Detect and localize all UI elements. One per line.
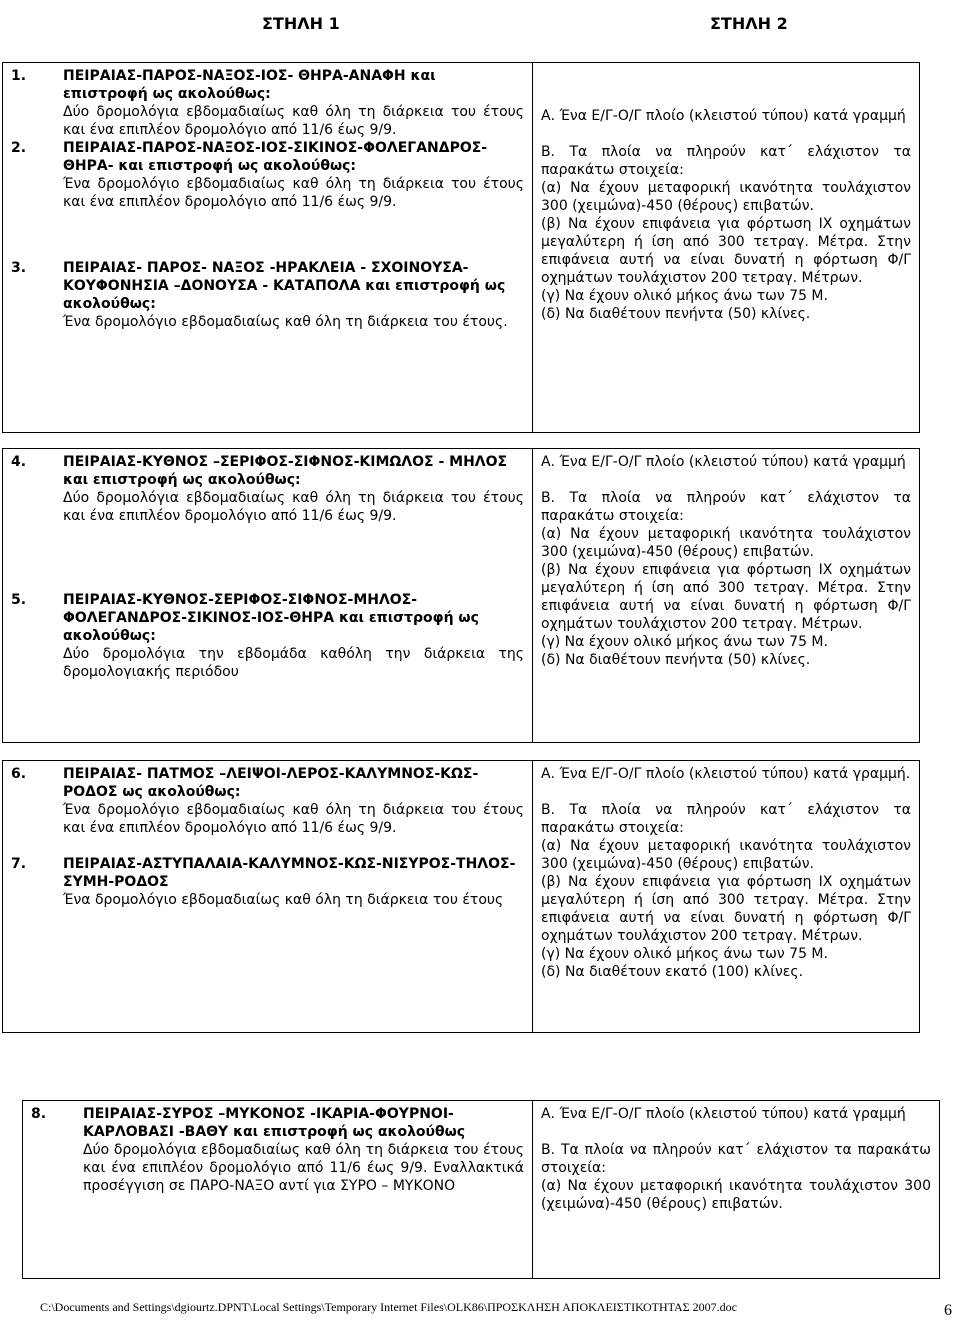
requirement-vehicle-area: (β) Να έχουν επιφάνεια για φόρτωση ΙΧ οχημάτων μεγαλύτερη ή ίση από 300 τετραγ. Μέτρα. Στην επιφάνεια αυτή να είναι δυνατή η φόρτωση Φ/Γ οχημάτων τουλάχιστον 200 τετραγ. Μέτρων. bbox=[541, 216, 911, 286]
requirement-ship-type: Α. Ένα Ε/Γ-Ο/Γ πλοίο (κλειστού τύπου) κατά γραμμή. bbox=[541, 766, 911, 782]
route-number: 1. bbox=[11, 68, 27, 84]
requirements-cell bbox=[533, 761, 920, 1033]
requirement-intro: Β. Τα πλοία να πληρούν κατ΄ ελάχιστον τα παρακάτω στοιχεία: bbox=[541, 490, 911, 524]
route-3 bbox=[11, 259, 524, 331]
route-number: 3. bbox=[11, 260, 27, 276]
requirement-ship-type: Α. Ένα Ε/Γ-Ο/Γ πλοίο (κλειστού τύπου) κατά γραμμή bbox=[541, 454, 906, 470]
route-frequency: Ένα δρομολόγιο εβδομαδιαίως καθ όλη τη διάρκεια του έτους bbox=[63, 892, 504, 908]
route-title: ΠΕΙΡΑΙΑΣ-ΚΥΘΝΟΣ-ΣΕΡΙΦΟΣ-ΣΙΦΝΟΣ-ΜΗΛΟΣ-ΦΟΛΕΓΑΝΔΡΟΣ-ΣΙΚΙΝΟΣ-ΙΟΣ-ΘΗΡΑ και επιστροφή ως ακολούθως: bbox=[63, 592, 479, 644]
requirement-capacity: (α) Να έχουν μεταφορική ικανότητα τουλάχιστον 300 (χειμώνα)-450 (θέρους) επιβατών. bbox=[541, 180, 911, 214]
route-title: ΠΕΙΡΑΙΑΣ-ΠΑΡΟΣ-ΝΑΞΟΣ-ΙΟΣ-ΣΙΚΙΝΟΣ-ΦΟΛΕΓΑΝΔΡΟΣ-ΘΗΡΑ- και επιστροφή ως ακολούθως: bbox=[63, 140, 488, 174]
route-frequency: Δύο δρομολόγια εβδομαδιαίως καθ όλη τη διάρκεια του έτους και ένα επιπλέον δρομολόγιο από 11/6 έως 9/9. Εναλλακτικά προσέγγιση σε ΠΑΡΟ-ΝΑΞΟ αντί για ΣΥΡΟ – ΜΥΚΟΝΟ bbox=[83, 1142, 524, 1194]
route-8 bbox=[31, 1105, 524, 1195]
route-title: ΠΕΙΡΑΙΑΣ- ΠΑΤΜΟΣ –ΛΕΙΨΟΙ-ΛΕΡΟΣ-ΚΑΛΥΜΝΟΣ-ΚΩΣ-ΡΟΔΟΣ ως ακολούθως: bbox=[63, 766, 479, 800]
route-title: ΠΕΙΡΑΙΑΣ-ΚΥΘΝΟΣ –ΣΕΡΙΦΟΣ-ΣΙΦΝΟΣ-ΚΙΜΩΛΟΣ - ΜΗΛΟΣ και επιστροφή ως ακολούθως: bbox=[63, 454, 508, 488]
route-number: 4. bbox=[11, 454, 27, 470]
routes-table-4 bbox=[22, 1100, 940, 1279]
requirement-length: (γ) Να έχουν ολικό μήκος άνω των 75 Μ. bbox=[541, 946, 828, 962]
requirement-intro: Β. Τα πλοία να πληρούν κατ΄ ελάχιστον τα παρακάτω στοιχεία: bbox=[541, 1142, 931, 1176]
requirement-vehicle-area: (β) Να έχουν επιφάνεια για φόρτωση ΙΧ οχημάτων μεγαλύτερη ή ίση από 300 τετραγ. Μέτρα. Στην επιφάνεια αυτή να είναι δυνατή η φόρτωση Φ/Γ οχημάτων τουλάχιστον 200 τετραγ. Μέτρων. bbox=[541, 874, 911, 944]
route-frequency: Δύο δρομολόγια εβδομαδιαίως καθ όλη τη διάρκεια του έτους και ένα επιπλέον δρομολόγιο από 11/6 έως 9/9. bbox=[63, 104, 524, 138]
requirement-capacity: (α) Να έχουν μεταφορική ικανότητα τουλάχιστον 300 (χειμώνα)-450 (θέρους) επιβατών. bbox=[541, 526, 911, 560]
route-title: ΠΕΙΡΑΙΑΣ- ΠΑΡΟΣ- ΝΑΞΟΣ -ΗΡΑΚΛΕΙΑ - ΣΧΟΙΝΟΥΣΑ-ΚΟΥΦΟΝΗΣΙΑ –ΔΟΝΟΥΣΑ - ΚΑΤΑΠΟΛΑ και επιστροφή ως ακολούθως: bbox=[63, 260, 506, 312]
route-number: 5. bbox=[11, 592, 27, 608]
requirement-ship-type: Α. Ένα Ε/Γ-Ο/Γ πλοίο (κλειστού τύπου) κατά γραμμή bbox=[541, 1106, 906, 1122]
column-header bbox=[0, 4, 960, 44]
requirement-capacity: (α) Να έχουν μεταφορική ικανότητα τουλάχιστον 300 (χειμώνα)-450 (θέρους) επιβατών. bbox=[541, 1178, 931, 1212]
file-path-footer: C:\Documents and Settings\dgiourtz.DPNT\Local Settings\Temporary Internet Files\OLK86\ΠΡΟΣΚΛΗΣΗ ΑΠΟΚΛΕΙΣΤΙΚΟΤΗΤΑΣ 2007.doc bbox=[40, 1300, 737, 1314]
route-frequency: Δύο δρομολόγια την εβδομάδα καθόλη την διάρκεια της δρομολογιακής περιόδου bbox=[63, 646, 524, 680]
requirement-intro: Β. Τα πλοία να πληρούν κατ΄ ελάχιστον τα παρακάτω στοιχεία: bbox=[541, 144, 911, 178]
requirements-cell bbox=[533, 1101, 940, 1279]
route-2 bbox=[11, 139, 524, 211]
routes-table-3 bbox=[2, 760, 920, 1033]
route-number: 6. bbox=[11, 766, 27, 782]
requirement-berths: (δ) Να διαθέτουν πενήντα (50) κλίνες. bbox=[541, 652, 811, 668]
column-2-heading: ΣΤΗΛΗ 2 bbox=[710, 14, 788, 33]
requirement-berths: (δ) Να διαθέτουν εκατό (100) κλίνες. bbox=[541, 964, 804, 980]
route-title: ΠΕΙΡΑΙΑΣ-ΑΣΤΥΠΑΛΑΙΑ-ΚΑΛΥΜΝΟΣ-ΚΩΣ-ΝΙΣΥΡΟΣ-ΤΗΛΟΣ-ΣΥΜΗ-ΡΟΔΟΣ bbox=[63, 856, 516, 890]
requirements-cell bbox=[533, 63, 920, 433]
route-title: ΠΕΙΡΑΙΑΣ-ΣΥΡΟΣ –ΜΥΚΟΝΟΣ -ΙΚΑΡΙΑ-ΦΟΥΡΝΟΙ-ΚΑΡΛΟΒΑΣΙ -ΒΑΘΥ και επιστροφή ως ακολούθως bbox=[83, 1106, 466, 1140]
route-number: 8. bbox=[31, 1106, 47, 1122]
page-number: 6 bbox=[944, 1302, 952, 1319]
column-1-heading: ΣΤΗΛΗ 1 bbox=[262, 14, 340, 33]
route-6 bbox=[11, 765, 524, 837]
routes-cell bbox=[3, 63, 533, 433]
routes-table-2 bbox=[2, 448, 920, 743]
requirement-length: (γ) Να έχουν ολικό μήκος άνω των 75 Μ. bbox=[541, 288, 828, 304]
route-1 bbox=[11, 67, 524, 139]
requirement-ship-type: Α. Ένα Ε/Γ-Ο/Γ πλοίο (κλειστού τύπου) κατά γραμμή bbox=[541, 108, 906, 124]
routes-cell bbox=[3, 449, 533, 743]
route-frequency: Ένα δρομολόγιο εβδομαδιαίως καθ όλη τη διάρκεια του έτους και ένα επιπλέον δρομολόγιο από 11/6 έως 9/9. bbox=[63, 176, 524, 210]
route-frequency: Ένα δρομολόγιο εβδομαδιαίως καθ όλη τη διάρκεια του έτους και ένα επιπλέον δρομολόγιο από 11/6 έως 9/9. bbox=[63, 802, 524, 836]
requirement-vehicle-area: (β) Να έχουν επιφάνεια για φόρτωση ΙΧ οχημάτων μεγαλύτερη ή ίση από 300 τετραγ. Μέτρα. Στην επιφάνεια αυτή να είναι δυνατή η φόρτωση Φ/Γ οχημάτων τουλάχιστον 200 τετραγ. Μέτρων. bbox=[541, 562, 911, 632]
route-7 bbox=[11, 855, 524, 909]
route-frequency: Ένα δρομολόγιο εβδομαδιαίως καθ όλη τη διάρκεια του έτους. bbox=[63, 314, 508, 330]
route-5 bbox=[11, 591, 524, 681]
routes-cell bbox=[3, 761, 533, 1033]
requirements-cell bbox=[533, 449, 920, 743]
route-frequency: Δύο δρομολόγια εβδομαδιαίως καθ όλη τη διάρκεια του έτους και ένα επιπλέον δρομολόγιο από 11/6 έως 9/9. bbox=[63, 490, 524, 524]
requirement-berths: (δ) Να διαθέτουν πενήντα (50) κλίνες. bbox=[541, 306, 811, 322]
requirement-length: (γ) Να έχουν ολικό μήκος άνω των 75 Μ. bbox=[541, 634, 828, 650]
routes-cell bbox=[23, 1101, 533, 1279]
requirement-capacity: (α) Να έχουν μεταφορική ικανότητα τουλάχιστον 300 (χειμώνα)-450 (θέρους) επιβατών. bbox=[541, 838, 911, 872]
route-4 bbox=[11, 453, 524, 525]
route-number: 2. bbox=[11, 140, 27, 156]
route-title: ΠΕΙΡΑΙΑΣ-ΠΑΡΟΣ-ΝΑΞΟΣ-ΙΟΣ- ΘΗΡΑ-ΑΝΑΦΗ και επιστροφή ως ακολούθως: bbox=[63, 68, 436, 102]
routes-table-1 bbox=[2, 62, 920, 433]
requirement-intro: Β. Τα πλοία να πληρούν κατ΄ ελάχιστον τα παρακάτω στοιχεία: bbox=[541, 802, 911, 836]
route-number: 7. bbox=[11, 856, 27, 872]
